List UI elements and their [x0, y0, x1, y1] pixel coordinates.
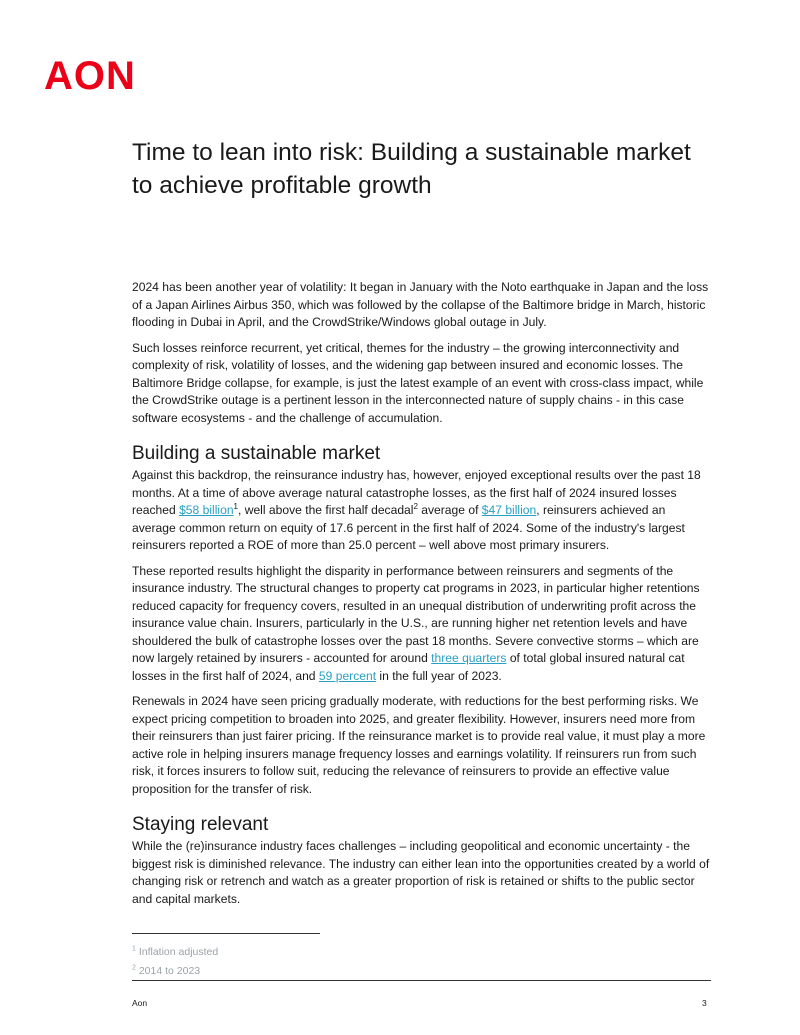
link-58-billion[interactable]: $58 billion [179, 503, 234, 517]
link-three-quarters[interactable]: three quarters [431, 651, 507, 665]
footnote-number: 2 [132, 964, 136, 972]
text-run: Against this backdrop, the reinsurance industry has, however, enjoyed exceptional results over the past 18 months. At a time of above average natural catastrophe losses, as the first half of 2024 insured losses reached [132, 468, 701, 517]
text-run: , reinsurers achieved an average common return on equity of 17.6 percent in the first half of 2024. Some of the industry's largest reinsurers reported a ROE of more than 25.0 percent – well above most primary insurers. [132, 503, 685, 552]
intro-paragraph-1: 2024 has been another year of volatility: It began in January with the Noto earthquake in Japan and the loss of a Japan Airlines Airbus 350, which was followed by the collapse of the Baltimore bridge in March, historic flooding in Dubai in April, and the CrowdStrike/Windows global outage in July. [132, 280, 709, 329]
aon-logo: AON [44, 54, 136, 98]
section1-paragraph-3: Renewals in 2024 have seen pricing gradually moderate, with reductions for the best performing risks. We expect pricing competition to broaden into 2025, and greater flexibility. However, insurers need more from their reinsurers than just fairer pricing. If the reinsurance market is to provide real value, it must play a more active role in helping insurers manage frequency losses and earnings volatility. If reinsurers run from such risk, it forces insurers to follow suit, reducing the relevance of reinsurers to provide an effective value proposition for the transfer of risk. [132, 694, 706, 796]
footnote-ref-2: 2 [413, 501, 418, 511]
page-number: 3 [702, 998, 707, 1008]
footnote-text: 2014 to 2023 [138, 965, 201, 977]
footnote-1 [132, 945, 218, 959]
page-title: Time to lean into risk: Building a sustainable market to achieve profitable growth [132, 139, 691, 199]
footer-divider [132, 980, 711, 981]
text-run: of total global insured natural cat losses in the first half of 2024, and [132, 651, 685, 683]
footnote-ref-1: 1 [233, 501, 238, 511]
intro-paragraph-2: Such losses reinforce recurrent, yet critical, themes for the industry – the growing interconnectivity and complexity of risk, volatility of losses, and the widening gap between insured and economic losses. The Baltimore Bridge collapse, for example, is just the latest example of an event with cross-class impact, while the CrowdStrike outage is a pertinent lesson in the interconnected nature of supply chains - in this case software ecosystems - and the challenge of accumulation. [132, 340, 704, 425]
section1-paragraph-1 [132, 467, 712, 555]
document-body [132, 136, 712, 916]
section-heading-staying-relevant: Staying relevant [132, 814, 269, 835]
footer-company: Aon [132, 998, 148, 1008]
link-47-billion[interactable]: $47 billion [481, 503, 537, 517]
text-run: in the full year of 2023. [376, 668, 502, 683]
section1-paragraph-2 [132, 563, 712, 686]
footnote-divider [132, 933, 320, 934]
text-run: , well above the first half decadal [238, 503, 414, 517]
footnote-number: 1 [132, 945, 136, 953]
text-run: These reported results highlight the disparity in performance between reinsurers and segments of the insurance industry. The structural changes to property cat programs in 2023, in particular higher retentions reduced capacity for frequency covers, resulted in an unequal distribution of underwriting profit across the insurance value chain. Insurers, particularly in the U.S., are running higher net retention levels and have shouldered the bulk of catastrophe losses over the past 18 months. Severe convective storms – which are now largely retained by insurers - accounted for around [132, 563, 700, 665]
section2-paragraph-1: While the (re)insurance industry faces challenges – including geopolitical and economic uncertainty - the biggest risk is diminished relevance. The industry can either lean into the opportunities created by a world of changing risk or retrench and watch as a greater proportion of risk is retained or shifts to the public sector and capital markets. [132, 839, 710, 906]
section-heading-building: Building a sustainable market [132, 443, 381, 464]
footnote-text: Inflation adjusted [138, 946, 219, 958]
footnote-2 [132, 964, 200, 978]
text-run: average of [417, 503, 482, 517]
link-59-percent[interactable]: 59 percent [318, 668, 377, 683]
